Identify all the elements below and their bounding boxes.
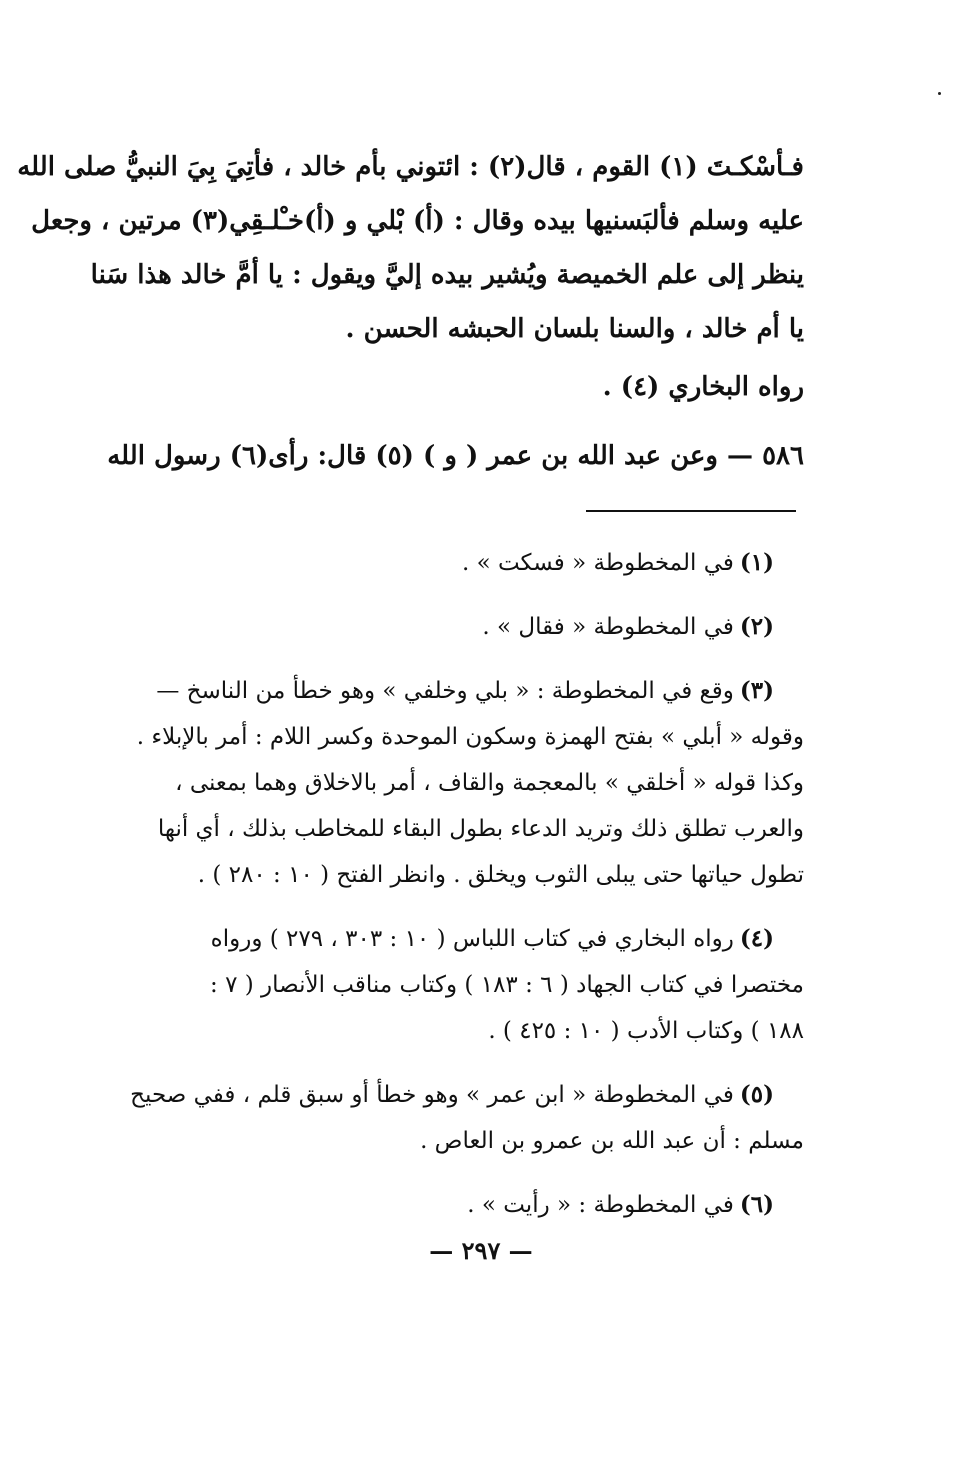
footnote-number: (٦)	[739, 1191, 774, 1218]
footnote-text: وقوله « أبلي » بفتح الهمزة وسكون الموحدة وكسر اللام : أمر بالإبلاء .	[136, 724, 804, 750]
footnote-4	[132, 916, 804, 1054]
footnote-text: في المخطوطة « ابن عمر » وهو خطأ أو سبق قلم ، ففي صحيح	[130, 1082, 734, 1108]
main-text	[17, 140, 804, 483]
footnote-text: في المخطوطة « فقال » .	[482, 614, 734, 640]
body-line: فـأسْكـتَ (١) القوم ، قال(٢) : ائتوني بأم خالد ، فأتِيَ بِيَ النبيُّ صلى الله	[17, 152, 804, 182]
footnote-text: تطول حياتها حتى يبلى الثوب ويخلق . وانظر الفتح ( ١٠ : ٢٨٠ ) .	[197, 862, 804, 888]
footnote-text: وقع في المخطوطة : « بلي وخلفي » وهو خطأ من الناسخ —	[156, 678, 734, 704]
footnotes	[132, 540, 804, 1246]
body-line: يا أم خالد ، والسنا بلسان الحبشه الحسن .	[345, 314, 804, 344]
footnote-text: في المخطوطة : « رأيت » .	[467, 1192, 734, 1218]
hadith-start-line: ٥٨٦ — وعن عبد الله بن عمر ( و ) (٥) قال: رأى(٦) رسول الله	[107, 441, 804, 471]
scan-speck	[938, 92, 941, 95]
footnote-3	[132, 668, 804, 898]
footnote-1	[132, 540, 804, 586]
footnote-number: (٣)	[739, 677, 774, 704]
footnote-text: مسلم : أن عبد الله بن عمرو بن العاص .	[420, 1128, 804, 1154]
footnote-text: ١٨٨ ) وكتاب الأدب ( ١٠ : ٤٢٥ ) .	[488, 1018, 804, 1044]
footnote-text: رواه البخاري في كتاب اللباس ( ١٠ : ٣٠٣ ، ٢٧٩ ) ورواه	[210, 926, 734, 952]
page-number: — ٢٩٧ —	[429, 1236, 533, 1265]
footnote-2	[132, 604, 804, 650]
footnote-6	[132, 1182, 804, 1228]
footnote-text: مختصرا في كتاب الجهاد ( ٦ : ١٨٣ ) وكتاب مناقب الأنصار ( ٧ :	[210, 972, 804, 998]
footnote-text: في المخطوطة « فسكت » .	[461, 550, 734, 576]
footnote-separator	[586, 510, 796, 512]
footnote-text: والعرب تطلق ذلك وتريد الدعاء بطول البقاء للمخاطب بذلك ، أي أنها	[157, 816, 804, 842]
footnote-number: (٥)	[739, 1081, 774, 1108]
footnote-5	[132, 1072, 804, 1164]
footnote-text: وكذا قوله « أخلقي » بالمعجمة والقاف ، أمر بالاخلاق وهما بمعنى ،	[175, 770, 804, 796]
body-line: عليه وسلم فألبَسنيها بيده وقال : (أ) بْلي و (أ)خـْلـقِي(٣) مرتين ، وجعل	[31, 206, 804, 236]
footnote-number: (٤)	[739, 925, 774, 952]
footnote-number: (١)	[739, 549, 774, 576]
narration-line: رواه البخاري (٤) .	[602, 372, 804, 402]
body-line: ينظر إلى علم الخميصة ويُشير بيده إليَّ ويقول : يا أمَّ خالد هذا سَنا	[90, 260, 804, 290]
footnote-number: (٢)	[739, 613, 774, 640]
